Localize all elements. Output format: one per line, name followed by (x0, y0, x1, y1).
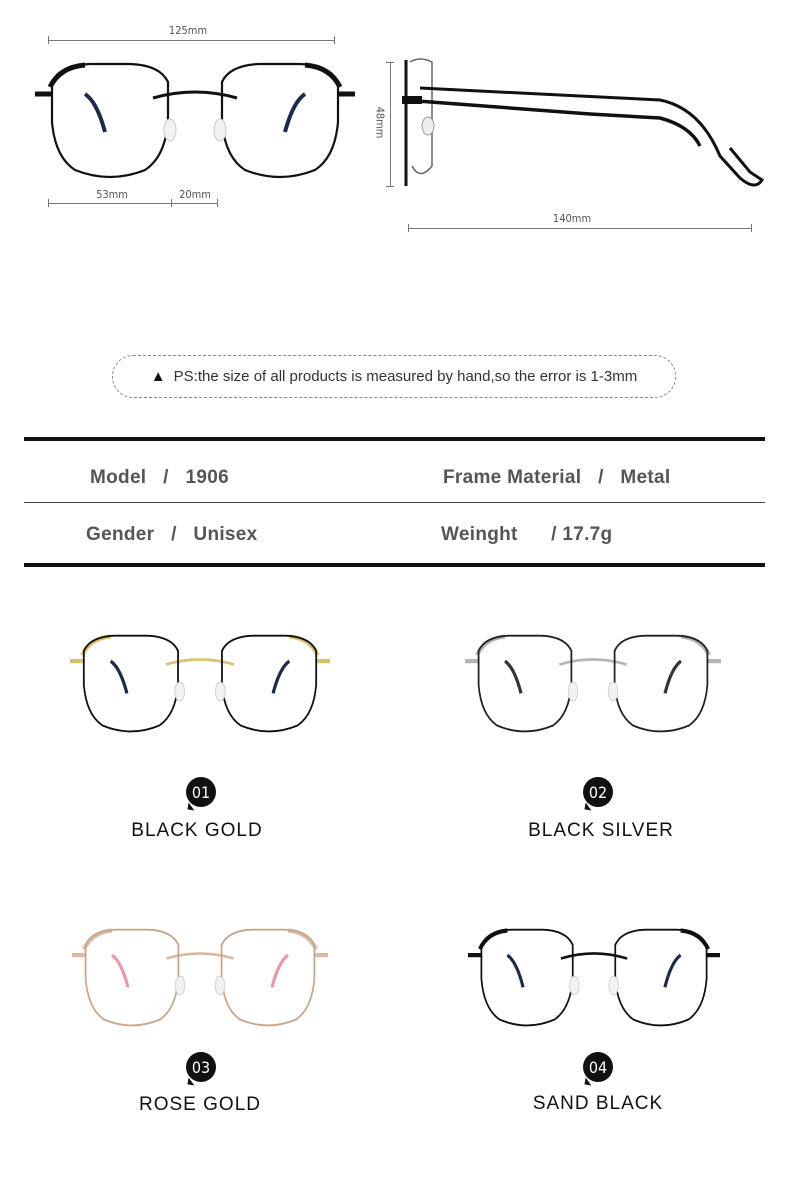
divider (24, 502, 765, 503)
total-width-line (48, 40, 335, 41)
dimension-tick (751, 224, 752, 232)
lens-width-label: 53mm (96, 188, 128, 201)
total-width-label: 125mm (168, 24, 208, 37)
warning-icon: ▲ (150, 368, 166, 385)
dimension-tick (48, 199, 49, 207)
dimension-tick (386, 62, 394, 63)
dimension-tick (217, 199, 218, 207)
dimension-tick (48, 36, 49, 44)
measurement-note (112, 355, 676, 398)
bridge-width-label: 20mm (179, 188, 211, 201)
dimension-tick (386, 186, 394, 187)
lens-height-label: 48mm (373, 106, 387, 139)
variant-name: BLACK GOLD (131, 820, 263, 841)
temple-length-label: 140mm (552, 212, 592, 225)
variant-image-black-silver (465, 634, 721, 734)
divider (24, 437, 765, 441)
lens-height-line (390, 62, 391, 186)
divider (24, 563, 765, 567)
temple-length-line (408, 228, 752, 229)
spec-frame-material: Frame Material / Metal (443, 467, 671, 488)
variant-name: ROSE GOLD (139, 1094, 261, 1115)
front-view-glasses-image (35, 62, 355, 180)
variant-number-badge: 04 (583, 1052, 613, 1082)
variant-number-badge: 02 (583, 777, 613, 807)
dimension-tick (334, 36, 335, 44)
spec-model: Model / 1906 (90, 467, 229, 488)
variant-name: SAND BLACK (532, 1093, 664, 1114)
variant-image-sand-black (468, 928, 720, 1028)
variant-name: BLACK SILVER (528, 820, 674, 841)
side-view-glasses-image (400, 56, 770, 198)
variant-image-black-gold (70, 634, 330, 734)
variant-number-badge: 01 (186, 777, 216, 807)
variant-image-rose-gold (72, 928, 328, 1028)
dimension-tick (408, 224, 409, 232)
variant-number-badge: 03 (186, 1052, 216, 1082)
lens-bridge-line (48, 203, 218, 204)
spec-weight: Weinght / 17.7g (441, 524, 613, 545)
dimension-tick (171, 199, 172, 207)
spec-gender: Gender / Unisex (86, 524, 258, 545)
note-text: PS:the size of all products is measured by hand,so the error is 1-3mm (173, 368, 638, 385)
